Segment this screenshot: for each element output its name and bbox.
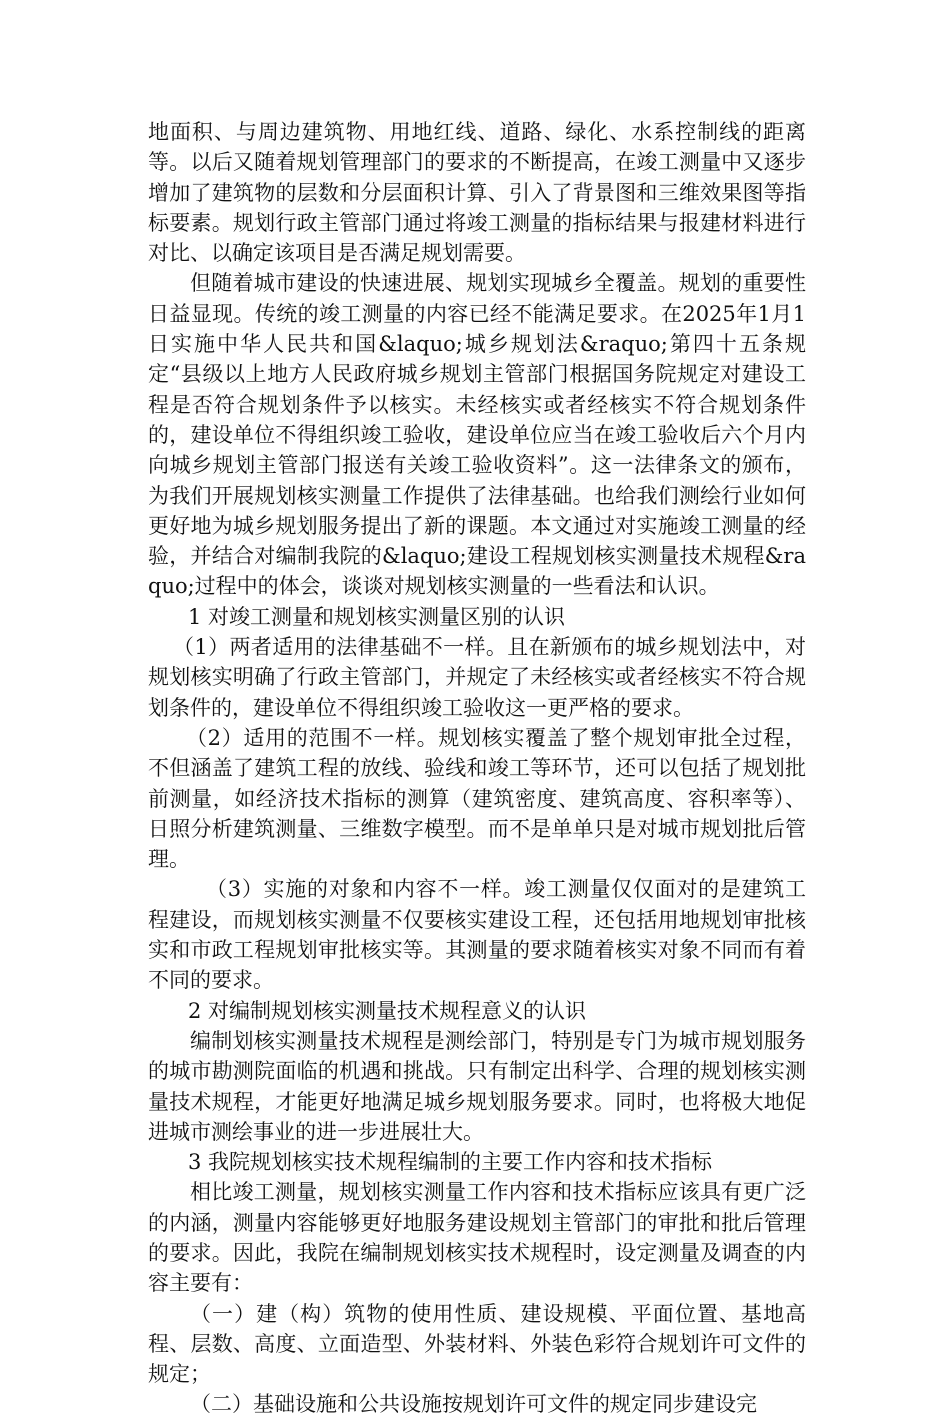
section-heading-3: 3 我院规划核实技术规程编制的主要工作内容和技术指标 [188,1150,713,1175]
paragraph-intro-continued: 地面积、与周边建筑物、用地红线、道路、绿化、水系控制线的距离等。以后又随着规划管理部门的要求的不断提高，在竣工测量中又逐步增加了建筑物的层数和分层面积计算、引入了背景图和三维效果图等指标要素。规划行政主管部门通过将竣工测量的指标结果与报建材料进行对比、以确定该项目是否满足规划需要。 [148,120,806,266]
section-heading-2: 2 对编制规划核实测量技术规程意义的认识 [188,998,587,1023]
paragraph-point-2: （2）适用的范围不一样。规划核实覆盖了整个规划审批全过程，不但涵盖了建筑工程的放线、验线和竣工等环节，还可以包括了规划批前测量，如经济技术指标的测算（建筑密度、建筑高度、容积率等）、日照分析建筑测量、三维数字模型。而不是单单只是对城市规划批后管理。 [148,725,806,872]
document-body [148,117,806,1420]
paragraph-background: 但随着城市建设的快速进展、规划实现城乡全覆盖。规划的重要性日益显现。传统的竣工测量的内容已经不能满足要求。在2025年1月1日实施中华人民共和国&laquo;城乡规划法&raquo;第四十五条规定“县级以上地方人民政府城乡规划主管部门根据国务院规定对建设工程是否符合规划条件予以核实。未经核实或者经核实不符合规划条件的，建设单位不得组织竣工验收，建设单位应当在竣工验收后六个月内向城乡规划主管部门报送有关竣工验收资料”。这一法律条文的颁布，为我们开展规划核实测量工作提供了法律基础。也给我们测绘行业如何更好地为城乡规划服务提出了新的课题。本文通过对实施竣工测量的经验，并结合对编制我院的&laquo;建设工程规划核实测量技术规程&raquo;过程中的体会，谈谈对规划核实测量的一些看法和认识。 [148,271,806,599]
section-heading-1: 1 对竣工测量和规划核实测量区别的认识 [188,604,566,629]
paragraph-item-two: （二）基础设施和公共设施按规划许可文件的规定同步建设完 [190,1392,757,1417]
paragraph-point-3: （3）实施的对象和内容不一样。竣工测量仅仅面对的是建筑工程建设，而规划核实测量不仅要核实建设工程，还包括用地规划审批核实和市政工程规划审批核实等。其测量的要求随着核实对象不同而有着不同的要求。 [148,877,806,993]
paragraph-point-1: （1）两者适用的法律基础不一样。且在新颁布的城乡规划法中，对规划核实明确了行政主管部门，并规定了未经核实或者经核实不符合规划条件的，建设单位不得组织竣工验收这一更严格的要求。 [148,635,806,720]
paragraph-scope: 相比竣工测量，规划核实测量工作内容和技术指标应该具有更广泛的内涵，测量内容能够更好地服务建设规划主管部门的审批和批后管理的要求。因此，我院在编制规划核实技术规程时，设定测量及调查的内容主要有： [148,1180,806,1296]
paragraph-item-one: （一）建（构）筑物的使用性质、建设规模、平面位置、基地高程、层数、高度、立面造型、外装材料、外装色彩符合规划许可文件的规定； [148,1301,806,1387]
paragraph-significance: 编制划核实测量技术规程是测绘部门，特别是专门为城市规划服务的城市勘测院面临的机遇和挑战。只有制定出科学、合理的规划核实测量技术规程，才能更好地满足城乡规划服务要求。同时，也将极大地促进城市测绘事业的进一步进展壮大。 [148,1028,806,1144]
